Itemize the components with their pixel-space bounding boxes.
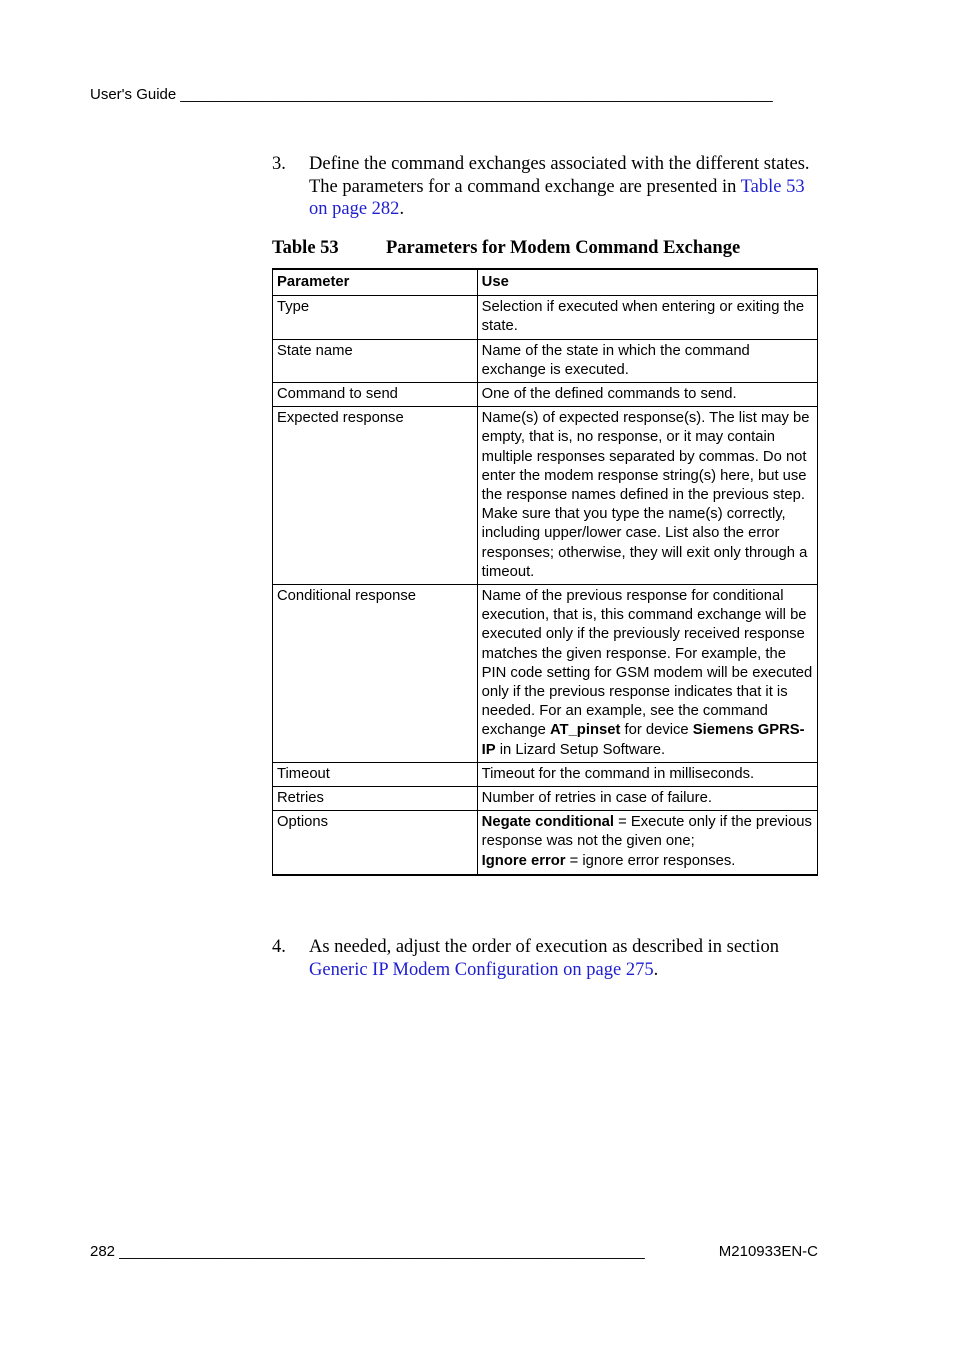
document-id: M210933EN-C [718,1243,818,1260]
table-row [273,585,818,763]
param-cell: Type [273,296,478,339]
use-text: in Lizard Setup Software. [495,741,666,758]
table-row [273,811,818,875]
table-caption [272,238,818,259]
param-cell: Command to send [273,383,478,407]
param-cell: Retries [273,787,478,811]
step-3-body: Define the command exchanges associated with the different states. The parameters for a command exchange are presented in [309,154,810,197]
use-cell: Name of the state in which the command exchange is executed. [477,339,817,382]
use-text: Name of the previous response for conditional execution, that is, this command exchange will be executed only if the previously received response matches the given response. For example, the PIN code setting for GSM modem will be executed only if the previous response indicates that it is needed. For an example, see the command exchange [481,588,813,739]
column-header-parameter: Parameter [273,269,478,296]
command-name: AT_pinset [549,722,621,739]
step-3-text [309,153,812,221]
use-cell: Selection if executed when entering or exiting the state. [477,296,817,339]
footer-rule: _______________________________________________________________ [119,1243,645,1260]
device-name: Siemens GPRS-IP [481,722,805,758]
step-4-text [309,936,812,981]
param-cell: Options [273,811,478,875]
param-cell: Timeout [273,762,478,786]
column-header-use: Use [477,269,817,296]
page-footer [90,1243,818,1260]
table-row [273,296,818,339]
table-caption-label: Table 53 [272,238,339,258]
page-header: User's Guide _______________________________________________________________________ [90,86,773,103]
step-3-number: 3. [272,154,286,174]
step-3-end: . [399,199,405,219]
param-cell: Expected response [273,407,478,585]
table-row [273,762,818,786]
step-4-number: 4. [272,937,286,957]
table-row [273,787,818,811]
param-cell: Conditional response [273,585,478,763]
option-name: Ignore error [481,852,566,869]
table-53-link[interactable]: Table 53 on page 282 [309,176,805,219]
step-4-end: . [653,959,659,980]
parameters-table [272,268,818,876]
step-3 [272,153,812,221]
use-cell: One of the defined commands to send. [477,383,817,407]
table-row [273,383,818,407]
use-cell: Timeout for the command in milliseconds. [477,762,817,786]
use-text: for device [620,722,693,739]
use-cell: Name(s) of expected response(s). The list may be empty, that is, no response, or it may contain multiple responses separated by commas. Do not enter the modem response string(s) here, but use the response names defined in the previous step. Make sure that you type the name(s) correctly, including upper/lower case. List also the error responses; otherwise, they will exit only through a timeout. [477,407,817,585]
table-caption-title: Parameters for Modem Command Exchange [386,238,741,258]
table-row [273,407,818,585]
use-cell [477,811,817,875]
page-number: 282 [90,1243,116,1260]
table-header-row [273,269,818,296]
use-cell: Number of retries in case of failure. [477,787,817,811]
option-text: = Execute only if the previous response was not the given one; [481,814,812,850]
option-text: = ignore error responses. [565,852,736,869]
use-cell [477,585,817,763]
table-row [273,339,818,382]
option-name: Negate conditional [481,814,615,831]
section-link[interactable]: Generic IP Modem Configuration on page 275 [309,959,654,980]
step-4 [272,936,812,981]
step-4-body: As needed, adjust the order of execution as described in section [309,937,780,957]
param-cell: State name [273,339,478,382]
